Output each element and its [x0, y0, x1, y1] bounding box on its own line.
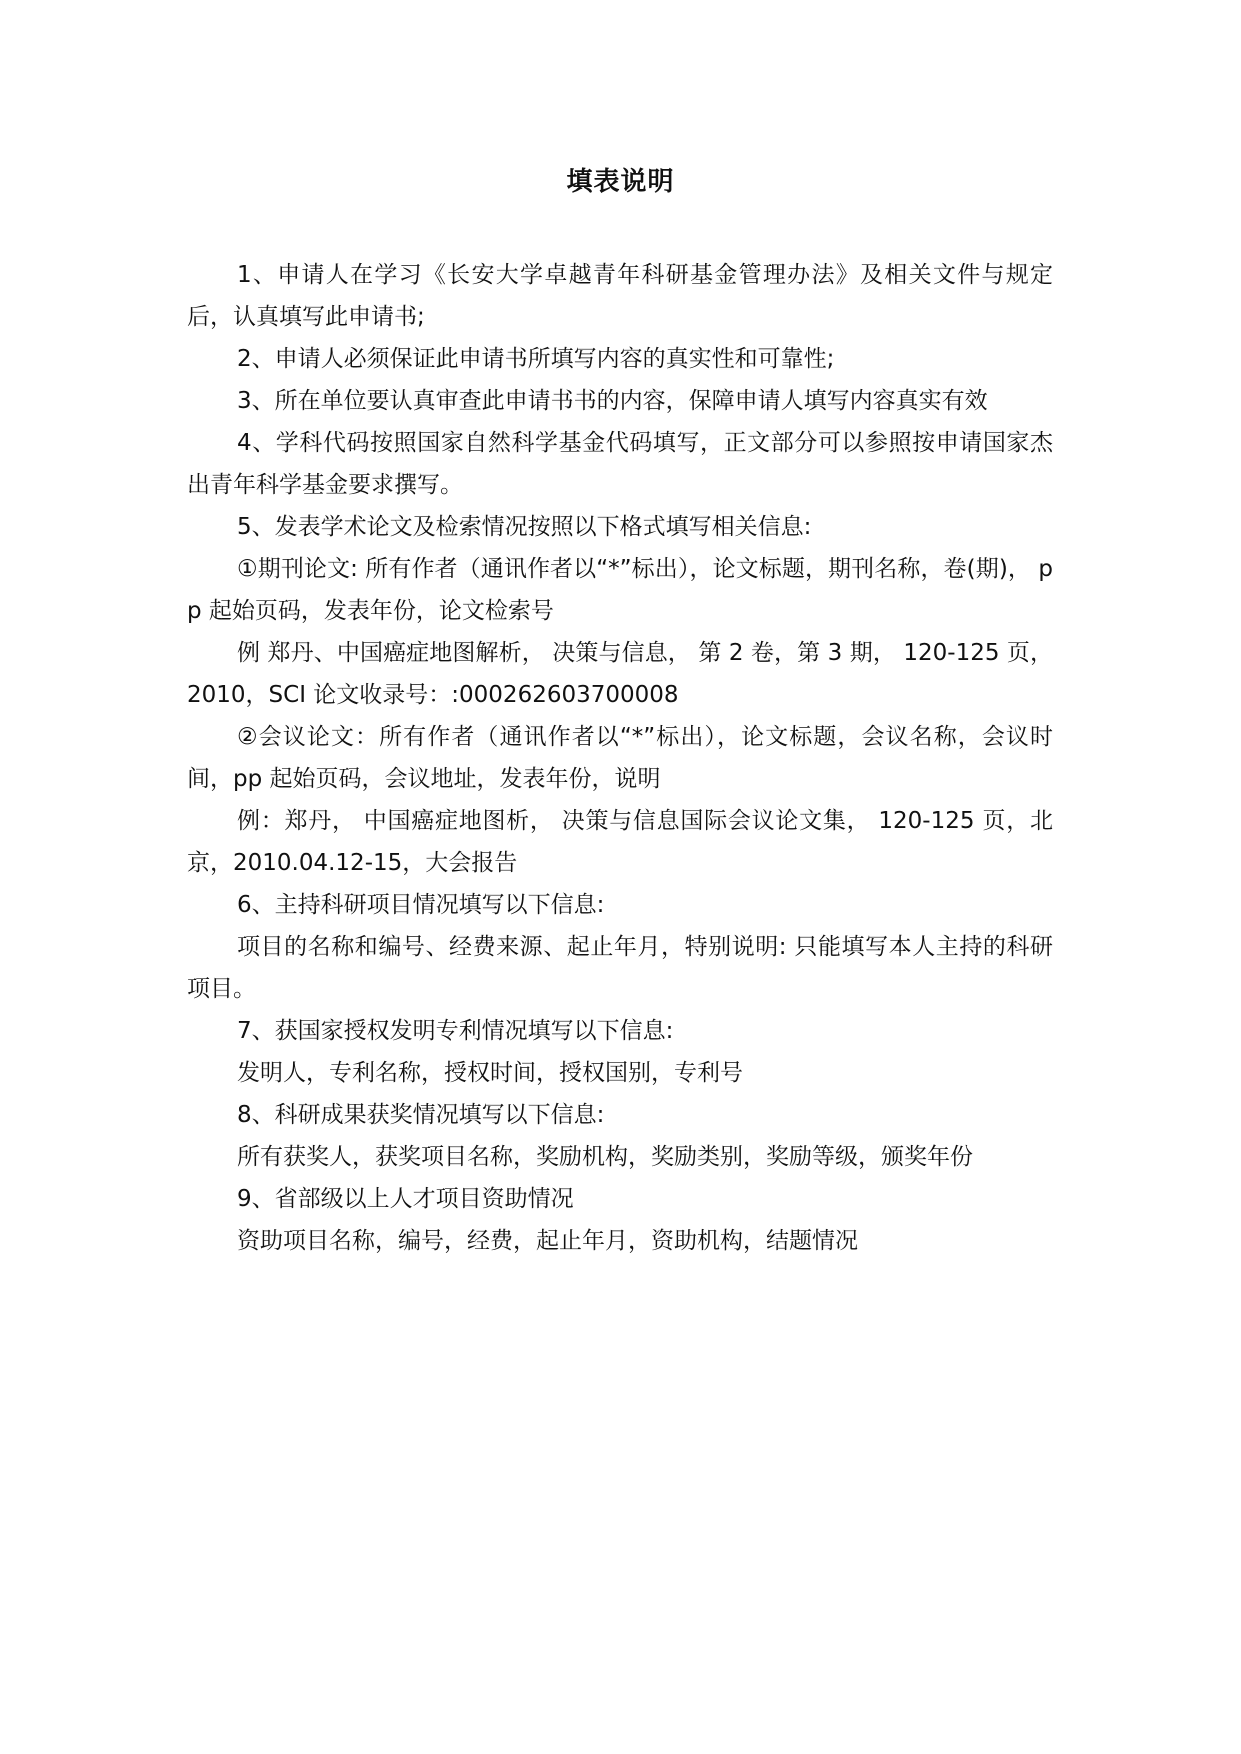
award-info-format: 所有获奖人，获奖项目名称，奖励机构，奖励类别，奖励等级，颁奖年份: [237, 1144, 973, 1170]
instruction-2: 2、申请人必须保证此申请书所填写内容的真实性和可靠性;: [237, 346, 835, 372]
patent-info-format: 发明人，专利名称，授权时间，授权国别，专利号: [237, 1060, 743, 1086]
instruction-1: 1、申请人在学习《长安大学卓越青年科研基金管理办法》及相关文件与规定后，认真填写此申请书;: [187, 262, 1053, 330]
journal-paper-example: 例 郑丹、中国癌症地图解析， 决策与信息， 第 2 卷，第 3 期， 120-125 页，2010，SCI 论文收录号：:000262603700008: [187, 640, 1053, 708]
instruction-3: 3、所在单位要认真审查此申请书书的内容，保障申请人填写内容真实有效: [237, 388, 988, 414]
instruction-7: 7、获国家授权发明专利情况填写以下信息:: [237, 1018, 674, 1044]
instruction-8: 8、科研成果获奖情况填写以下信息:: [237, 1102, 605, 1128]
instruction-5: 5、发表学术论文及检索情况按照以下格式填写相关信息:: [237, 514, 812, 540]
conference-paper-example: 例：郑丹， 中国癌症地图析， 决策与信息国际会议论文集， 120-125 页，北京，2010.04.12-15，大会报告: [187, 808, 1053, 876]
project-info-format: 项目的名称和编号、经费来源、起止年月，特别说明: 只能填写本人主持的科研项目。: [187, 934, 1053, 1002]
conference-paper-format: ②会议论文：所有作者（通讯作者以“*”标出），论文标题，会议名称，会议时间，pp 起始页码，会议地址，发表年份，说明: [187, 724, 1053, 792]
talent-funding-format: 资助项目名称，编号，经费，起止年月，资助机构，结题情况: [237, 1228, 858, 1254]
instruction-6: 6、主持科研项目情况填写以下信息:: [237, 892, 605, 918]
instruction-4: 4、学科代码按照国家自然科学基金代码填写，正文部分可以参照按申请国家杰出青年科学基金要求撰写。: [187, 430, 1053, 498]
instructions-body: [187, 254, 1053, 1262]
page-title: 填表说明: [566, 167, 675, 197]
journal-paper-format: ①期刊论文: 所有作者（通讯作者以“*”标出），论文标题，期刊名称，卷(期)， pp 起始页码，发表年份，论文检索号: [187, 556, 1053, 624]
instruction-9: 9、省部级以上人才项目资助情况: [237, 1186, 574, 1212]
